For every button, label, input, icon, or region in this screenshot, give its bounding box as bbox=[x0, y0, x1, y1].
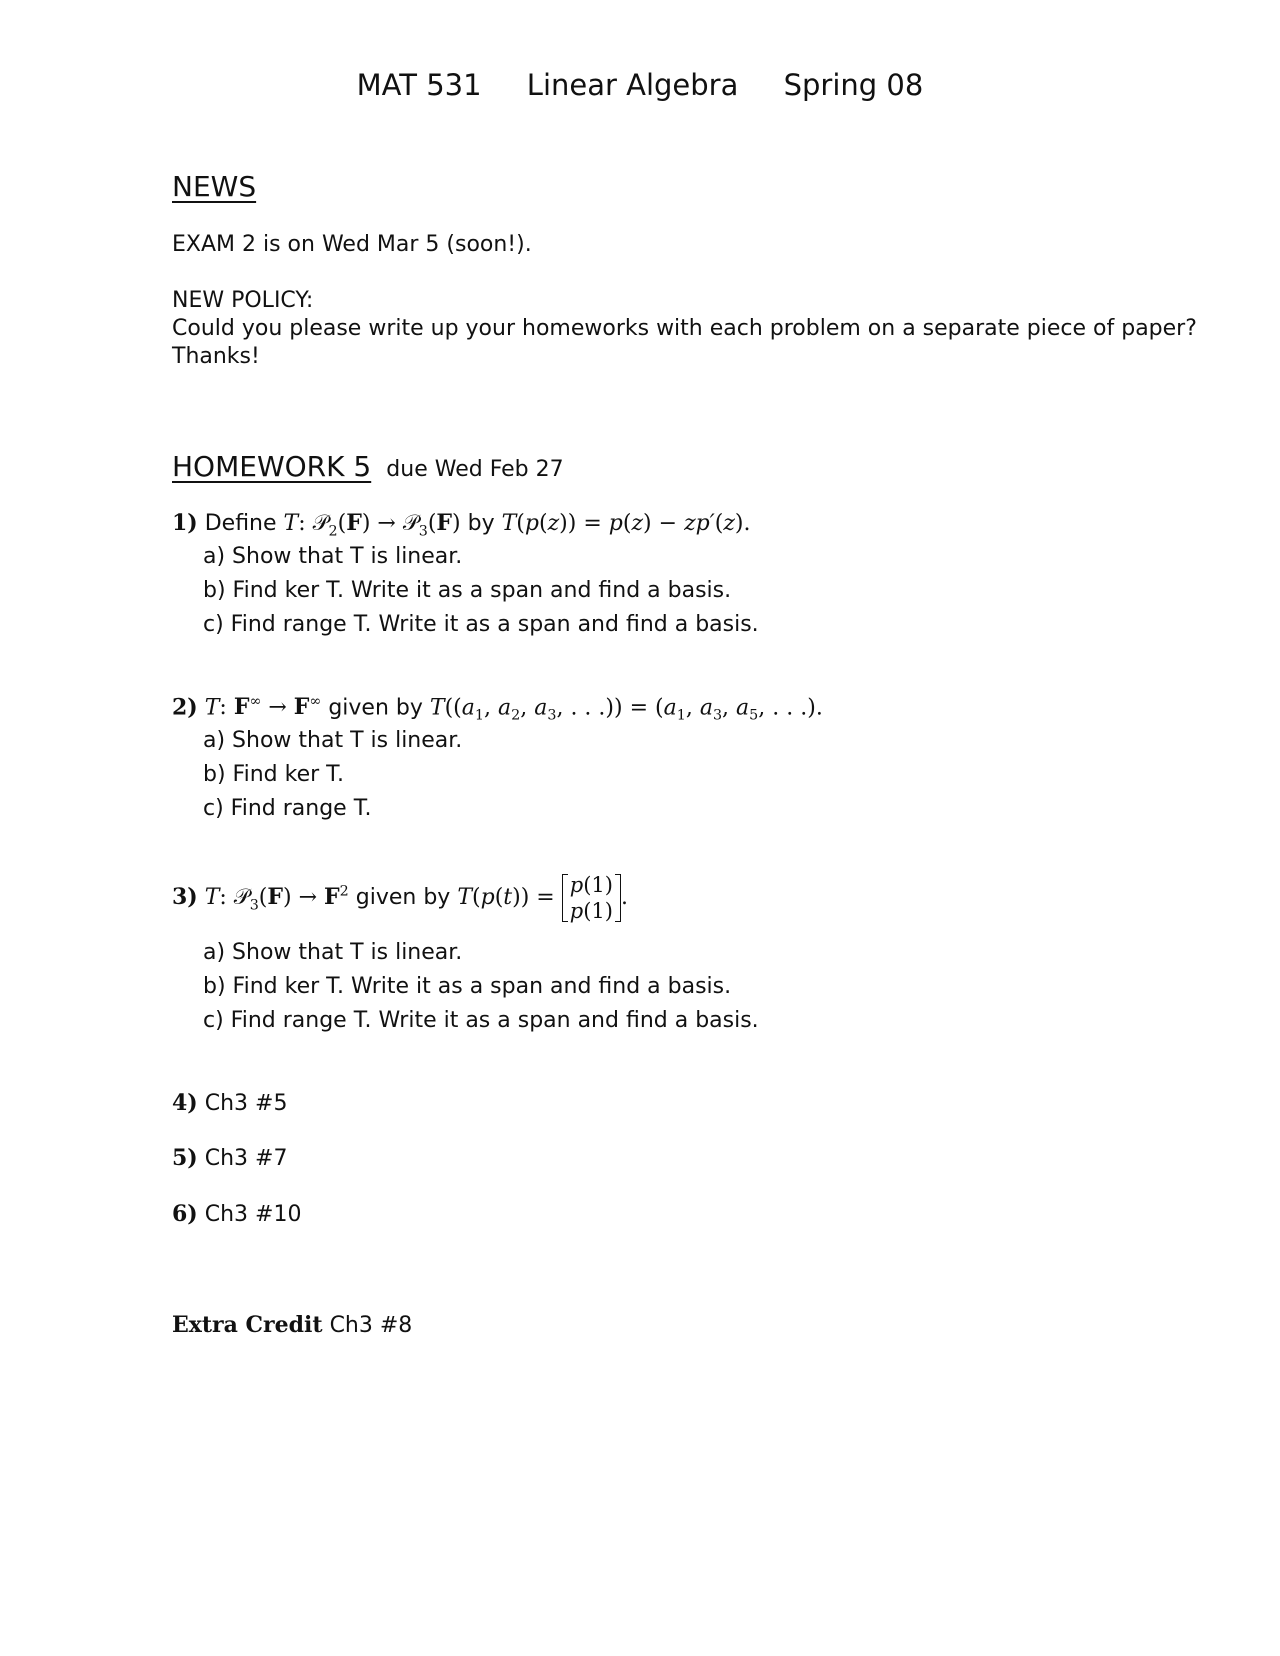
problem-1a: a) Show that T is linear. bbox=[203, 544, 463, 569]
extra-credit-label: Extra Credit bbox=[172, 1312, 323, 1338]
problem-2-number: 2) bbox=[172, 694, 198, 721]
problem-1c: c) Find range T. Write it as a span and find a basis. bbox=[203, 612, 759, 637]
problem-3a: a) Show that T is linear. bbox=[203, 940, 463, 965]
problem-4: 4) Ch3 #5 bbox=[172, 1090, 288, 1116]
news-heading: NEWS bbox=[172, 170, 257, 203]
problem-3c: c) Find range T. Write it as a span and find a basis. bbox=[203, 1008, 759, 1033]
problem-3b: b) Find ker T. Write it as a span and find a basis. bbox=[203, 974, 732, 999]
problem-1-number: 1) bbox=[172, 510, 198, 536]
extra-credit-text: Ch3 #8 bbox=[329, 1313, 413, 1338]
problem-3-number: 3) bbox=[172, 884, 198, 910]
course-term: Spring 08 bbox=[783, 68, 924, 102]
problem-2-statement: 2) T: F∞ → F∞ given by $T((a_1$, $a_2$, $a_3$, . . .)) = ($a_1$, $a_3$, $a_5$, . . .). bbox=[172, 694, 823, 724]
problem-2b: b) Find ker T. bbox=[203, 762, 344, 787]
policy-text: Could you please write up your homeworks with each problem on a separate piece of paper? bbox=[172, 316, 1197, 341]
problem-2a: a) Show that T is linear. bbox=[203, 728, 463, 753]
page-title bbox=[0, 68, 1280, 102]
extra-credit bbox=[172, 1312, 412, 1338]
problem-3-statement: 3) T: 𝒫$_3$(F) → $F^2$ given by T(p(t)) = p(1) p(1) . bbox=[172, 873, 628, 923]
problem-1-statement: 1) Define T: 𝒫$_2$(F) → 𝒫$_3$(F) by T(p(z)) = p(z) − zp′(z). bbox=[172, 510, 751, 540]
homework-header bbox=[172, 450, 564, 483]
course-code: MAT 531 bbox=[356, 68, 482, 102]
problem-1b: b) Find ker T. Write it as a span and find a basis. bbox=[203, 578, 732, 603]
policy-label: NEW POLICY: bbox=[172, 288, 314, 313]
problem-2c: c) Find range T. bbox=[203, 796, 372, 821]
exam-notice: EXAM 2 is on Wed Mar 5 (soon!). bbox=[172, 232, 532, 257]
problem-6: 6) Ch3 #10 bbox=[172, 1201, 302, 1227]
homework-heading: HOMEWORK 5 bbox=[172, 450, 372, 483]
policy-thanks: Thanks! bbox=[172, 344, 260, 369]
course-subject: Linear Algebra bbox=[526, 68, 739, 102]
homework-due: due Wed Feb 27 bbox=[386, 457, 564, 482]
output-matrix: p(1) p(1) bbox=[562, 872, 621, 924]
problem-5: 5) Ch3 #7 bbox=[172, 1145, 288, 1171]
